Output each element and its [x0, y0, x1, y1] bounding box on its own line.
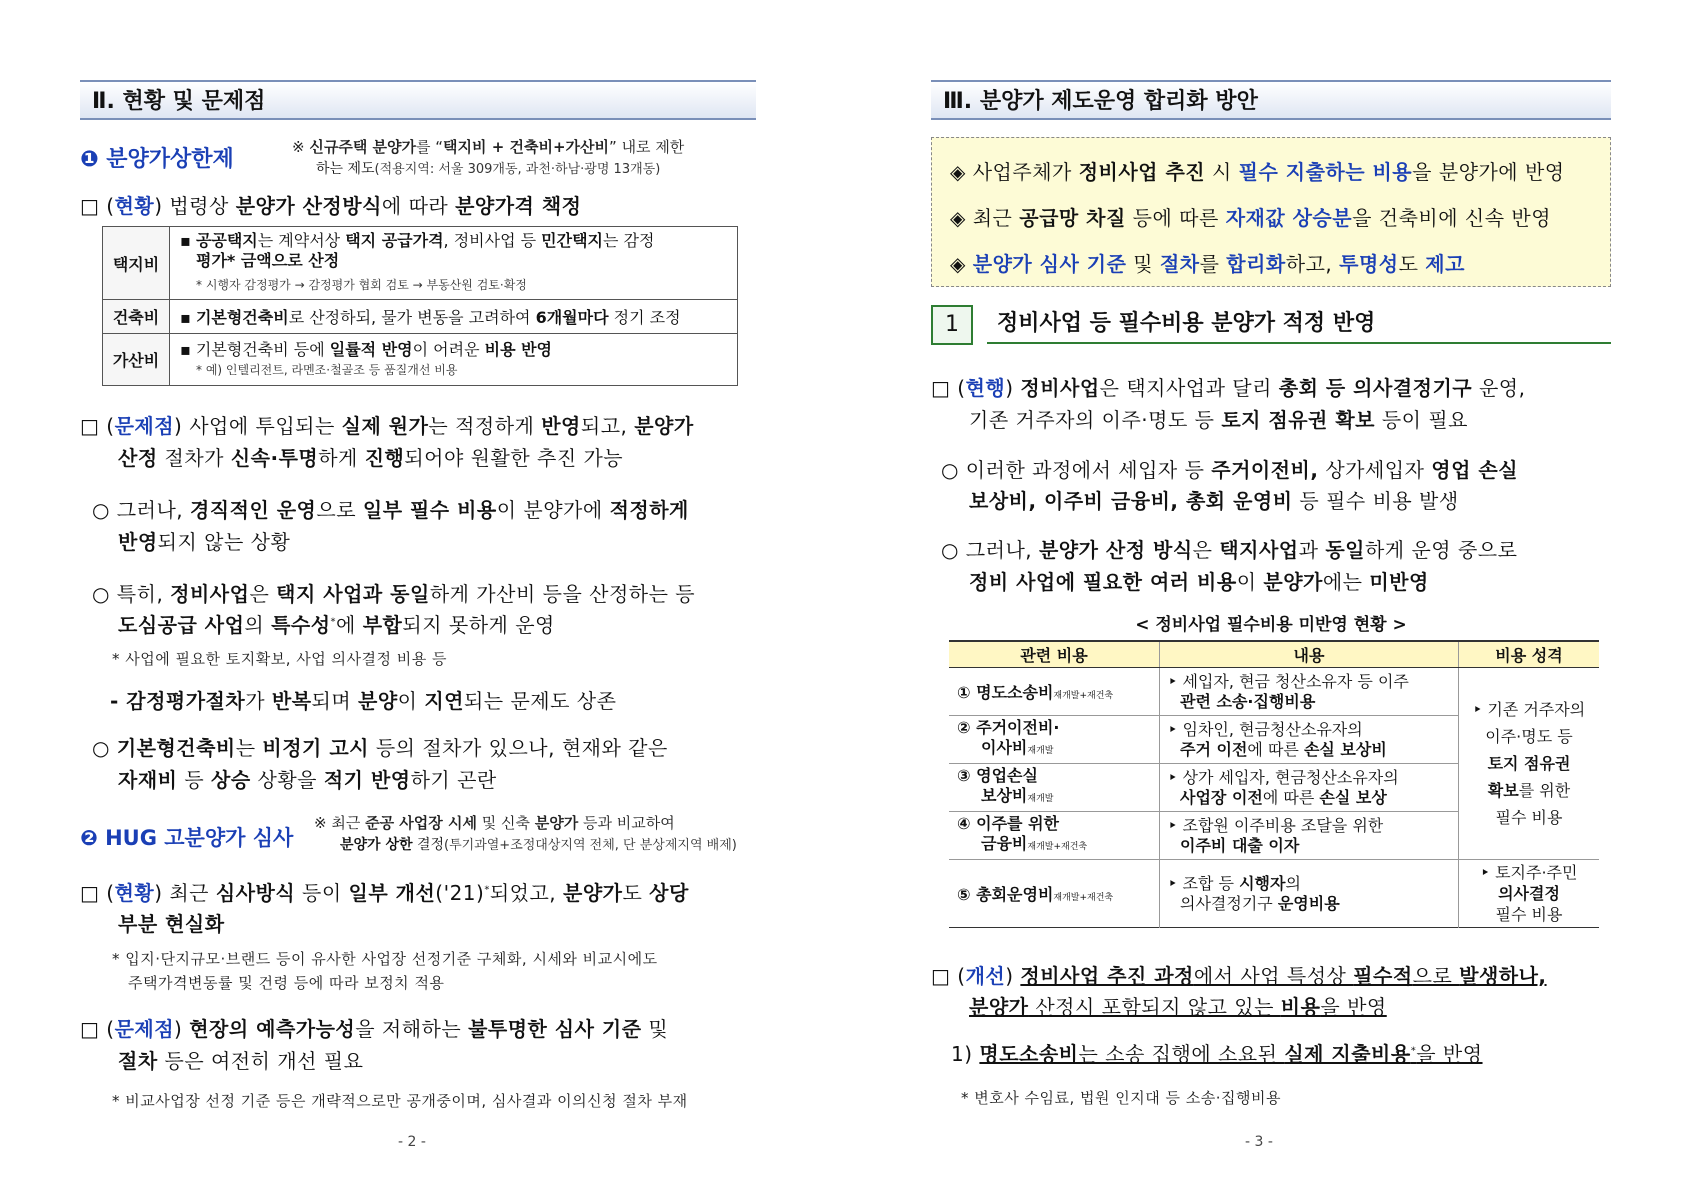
summary-item-2: ◈ 최근 공급망 차질 등에 따른 자재값 상승분을 건축비에 신속 반영	[950, 206, 1552, 230]
problem-l2: 산정 절차가 신속·투명하게 진행되어야 원활한 추진 가능	[118, 446, 624, 470]
page-right	[841, 0, 1682, 1190]
s2-note2: 분양가 상한 결정(투기과열+조정대상지역 전체, 단 분상제지역 배제)	[340, 837, 737, 853]
b1-l2: 반영되지 않는 상황	[118, 530, 291, 554]
problem-l1: □ (문제점) 사업에 투입되는 실제 원가는 적정하게 반영되고, 분양가	[80, 414, 694, 438]
th-nature: 비용 성격	[1459, 641, 1600, 668]
row5-cost: ⑤ 총회운영비재개발+재건축	[957, 885, 1114, 904]
item1: 1) 명도소송비는 소송 집행에 소요된 실제 지출비용*을 반영	[951, 1042, 1483, 1066]
s2-note1: ※ 최근 준공 사업장 시세 및 신축 분양가 등과 비교하여	[314, 814, 675, 832]
status-l2-r: 기존 거주자의 이주·명도 등 토지 점유권 확보 등이 필요	[969, 408, 1468, 432]
row-label-land: 택지비	[103, 227, 170, 300]
status2-l1: □ (현황) 최근 심사방식 등이 일부 개선('21)*되었고, 분양가도 상당	[80, 881, 689, 905]
row4-content: ‣ 조합원 이주비용 조달을 위한 이주비 대출 이자	[1160, 812, 1459, 860]
problem2-l1: □ (문제점) 현장의 예측가능성을 저해하는 불투명한 심사 기준 및	[80, 1017, 669, 1041]
b1-l1-r: ○ 이러한 과정에서 세입자 등 주거이전비, 상가세입자 영업 손실	[941, 458, 1519, 482]
row3-content: ‣ 상가 세입자, 현금청산소유자의 사업장 이전에 따른 손실 보상	[1160, 764, 1459, 812]
b1-l1: ○ 그러나, 경직적인 운영으로 일부 필수 비용이 분양가에 적정하게	[92, 498, 689, 522]
s1-title: ❶ 분양가상한제	[80, 147, 234, 172]
status-line: □ (현황) 법령상 분양가 산정방식에 따라 분양가격 책정	[80, 194, 582, 218]
b3-l1: ○ 기본형건축비는 비정기 고시 등의 절차가 있으나, 현재와 같은	[92, 736, 668, 760]
b2-l1-r: ○ 그러나, 분양가 산정 방식은 택지사업과 동일하게 운영 중으로	[941, 538, 1518, 562]
b1-l2-r: 보상비, 이주비 금융비, 총회 운영비 등 필수 비용 발생	[969, 489, 1459, 513]
row1-content: ‣ 세입자, 현금 청산소유자 등 이주 관련 소송·집행비용	[1160, 668, 1459, 716]
subsection-number: 1	[931, 305, 973, 345]
summary-box	[931, 137, 1611, 287]
s1-note1: ※ 신규주택 분양가를 “택지비 + 건축비+가산비” 내로 제한	[292, 138, 685, 156]
row3-cost: ③ 영업손실 보상비재개발	[949, 764, 1160, 812]
status2-note2: 주택가격변동률 및 건령 등에 따라 보정치 적용	[128, 974, 445, 992]
section-header-3: Ⅲ. 분양가 제도운영 합리화 방안	[931, 80, 1611, 120]
th-cost: 관련 비용	[949, 641, 1160, 668]
status-l1-r: □ (현행) 정비사업은 택지사업과 달리 총회 등 의사결정기구 운영,	[931, 376, 1526, 400]
row1-cost: ① 명도소송비재개발+재건축	[949, 668, 1160, 716]
section-header-2: Ⅱ. 현황 및 문제점	[80, 80, 756, 120]
nature-cell-2: ‣ 토지주·주민 의사결정 필수 비용	[1459, 860, 1600, 928]
row-label-add: 가산비	[103, 334, 170, 386]
th-content: 내용	[1160, 641, 1459, 668]
b2-l1: ○ 특히, 정비사업은 택지 사업과 동일하게 가산비 등을 산정하는 등	[92, 582, 696, 606]
problem2-note: * 비교사업장 선정 기준 등은 개략적으로만 공개중이며, 심사결과 이의신청 절차 부재	[112, 1092, 688, 1110]
b2-l2-r: 정비 사업에 필요한 여러 비용이 분양가에는 미반영	[969, 570, 1429, 594]
summary-item-3: ◈ 분양가 심사 기준 및 절차를 합리화하고, 투명성도 제고	[950, 252, 1465, 276]
nature-cell-1: ‣ 기존 거주자의 이주·명도 등 토지 점유권 확보를 위한 필수 비용	[1459, 668, 1600, 860]
b2-l2: 도심공급 사업의 특수성*에 부합되지 못하게 운영	[118, 613, 555, 637]
s2-title: ❷ HUG 고분양가 심사	[80, 826, 294, 850]
row2-content: ‣ 임차인, 현금청산소유자의 주거 이전에 따른 손실 보상비	[1160, 716, 1459, 764]
b2-note: * 사업에 필요한 토지확보, 사업 의사결정 비용 등	[112, 650, 447, 668]
row5-content: ‣ 조합 등 시행자의 의사결정기구 운영비용	[1160, 860, 1459, 928]
page-number-left: - 2 -	[398, 1134, 426, 1150]
row-content-land: ▪ 공공택지는 계약서상 택지 공급가격, 정비사업 등 민간택지는 감정 평가* 금액으로 산정 * 시행자 감정평가 → 감정평가 협회 검토 → 부동산원 검토·확정	[170, 227, 738, 300]
row2-cost: ② 주거이전비· 이사비재개발	[949, 716, 1160, 764]
page-number-right: - 3 -	[1245, 1134, 1273, 1150]
row-content-add: ▪ 기본형건축비 등에 일률적 반영이 어려운 비용 반영 * 예) 인텔리전트, 라멘조·철골조 등 품질개선 비용	[170, 334, 738, 386]
table-title: < 정비사업 필수비용 미반영 현황 >	[1135, 615, 1407, 635]
problem2-l2: 절차 등은 여전히 개선 필요	[118, 1049, 364, 1073]
cost-table	[102, 226, 738, 386]
row-content-build: ▪ 기본형건축비로 산정하되, 물가 변동을 고려하여 6개월마다 정기 조정	[170, 300, 738, 334]
status2-l2: 부분 현실화	[118, 912, 225, 936]
dash-line: - 감정평가절차가 반복되며 분양이 지연되는 문제도 상존	[110, 689, 617, 713]
s1-note2: 하는 제도(적용지역: 서울 309개동, 과천·하남·광명 13개동)	[316, 161, 661, 177]
item1-note: * 변호사 수임료, 법원 인지대 등 소송·집행비용	[961, 1089, 1281, 1107]
cost-status-table	[949, 640, 1599, 928]
improve-l1: □ (개선) 정비사업 추진 과정에서 사업 특성상 필수적으로 발생하나,	[931, 964, 1547, 988]
status2-note1: * 입지·단지규모·브랜드 등이 유사한 사업장 선정기준 구체화, 시세와 비교시에도	[112, 950, 658, 968]
b3-l2: 자재비 등 상승 상황을 적기 반영하기 곤란	[118, 768, 497, 792]
subsection-title: 정비사업 등 필수비용 분양가 적정 반영	[987, 306, 1611, 344]
row4-cost: ④ 이주를 위한 금융비재개발+재건축	[949, 812, 1160, 860]
summary-item-1: ◈ 사업주체가 정비사업 추진 시 필수 지출하는 비용을 분양가에 반영	[950, 160, 1565, 184]
improve-l2: 분양가 산정시 포함되지 않고 있는 비용을 반영	[969, 995, 1387, 1019]
row-label-build: 건축비	[103, 300, 170, 334]
